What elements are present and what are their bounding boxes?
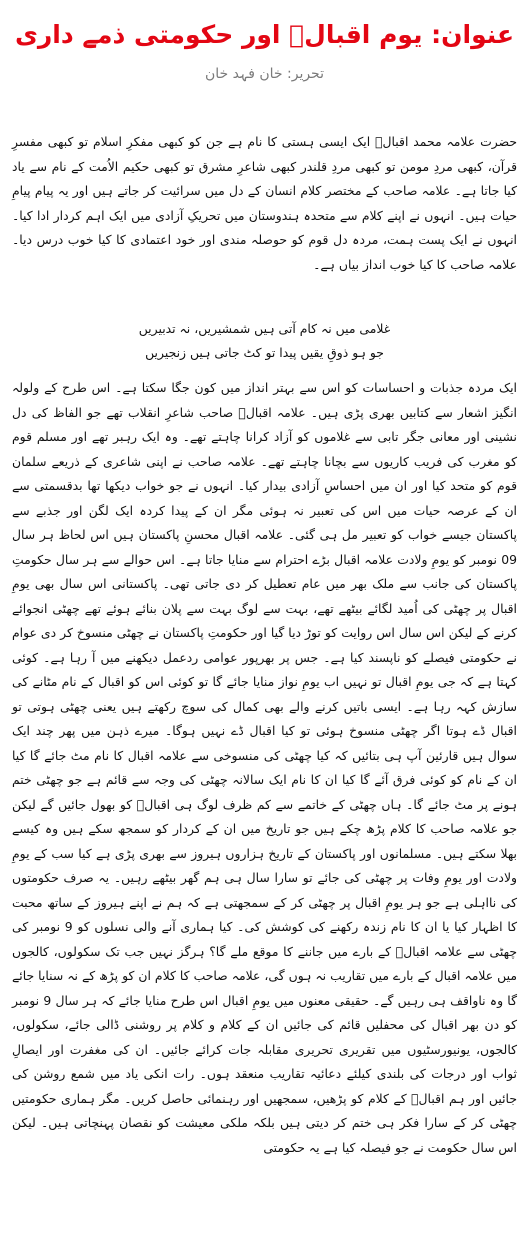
- body-paragraph: [12, 376, 517, 1160]
- body-text: ایک مردہ جذبات و احساسات کو اس سے بہتر انداز میں کون جگا سکتا ہے۔ اس طرح کے ولولہ انگیز اشعار سے کتابیں بھری پڑی ہیں۔ علامہ اقبالؒ صاحب شاعرِ انقلاب تھے جو الفاظ کی دل نشینی اور معانی جگر تابی سے غلاموں کو آزاد کرانا چاہتے تھے۔ وہ ایک رہبر تھے اور مسلم قوم کو مغرب کی فریب کاریوں سے بچانا چاہتے تھے۔ علامہ صاحب نے اپنی شاعری کے ذریعے سلمان قوم کو متحد کیا اور ان میں احساسِ آزادی بیدار کیا۔ انہوں نے جو خواب دیکھا تھا بدقسمتی سے ان کے عرصہ حیات میں اس کی تعبیر نہ ہوئی مگر ان کے پیدا کردہ ایک لگن اور جذبے سے پاکستان جیسے خواب کو تعبیر مل ہی گئی۔ علامہ اقبال محسنِ پاکستان ہیں اس لحاظ ہر سال 09 نومبر کو یومِ ولادت علامہ اقبال بڑے احترام سے منایا جاتا ہے۔ اس حوالے سے ہر سال حکومتِ پاکستان کی جانب سے ملک بھر میں عام تعطیل کر دی جاتی تھی۔ پاکستانی اس سال بھی یومِ اقبال پر چھٹی کی اُمید لگائے بیٹھے تھے، بہت سے لوگ بہت سے پلان بنائے ہوئے تھے چھٹی انجوائے کرنے کے لیکن اس سال اس روایت کو توڑ دیا گیا اور حکومتِ پاکستان نے چھٹی منسوخ کر دی عوام نے حکومتی فیصلے کو ناپسند کیا ہے۔ جس پر بھرپور عوامی ردعمل دیکھنے میں آ رہا ہے۔ کوئی کہتا ہے کہ جی یومِ اقبال تو نہیں اب یومِ نواز منایا جائے گا تو کوئی اس کو اقبال کے نام مٹانے کی سازش کہہ رہا ہے۔ ایسی باتیں کرنے والے بھی کمال کی سوچ رکھتے ہیں یعنی چھٹی ہوتی تو اقبال ڈے ہوتا اگر چھٹی منسوخ ہوئی تو کیا اقبال ڈے نہیں ہوگا۔ میرے ذہن میں پھر چند ایک سوال ہیں قارئین آپ ہی بتائیں کہ کیا چھٹی کی منسوخی سے علامہ اقبال کا نام مٹ جائے گا کیا ان کے نام کو کوئی فرق آئے گا کیا ان کا نام ایک سالانہ چھٹی کی وجہ سے قائم ہے جو چھٹی ختم ہونے پر مٹ جائے گا۔ ہاں چھٹی کے خاتمے سے کم ظرف لوگ ہی اقبالؒ کو بھول جائیں گے لیکن جو علامہ صاحب کا کلام پڑھ چکے ہیں جو تاریخ میں ان کے کردار کو سمجھ سکے ہیں وہ کیسے بھلا سکتے ہیں۔ مسلمانوں اور پاکستان کے تاریخ ہزاروں ہیروز سے بھری پڑی ہے کیا سب کے یومِ ولادت اور یومِ وفات پر چھٹی کی جائے تو سارا سال ہی ہم گھر بیٹھے رہیں۔ یہ صرف حکومتوں کی نااہلی ہے جو ہر یومِ اقبال پر چھٹی کر کے سمجھتی ہے کہ ہم نے اپنے ہیروز کے ساتھ محبت کا اظہار کیا یا ان کا نام زندہ رکھنے کی کوشش کی۔ کیا ہماری آنے والی نسلوں کو 9 نومبر کی چھٹی سے علامہ اقبالؒ کے بارے میں جاننے کا موقع ملے گا؟ ہرگز نہیں جب تک سکولوں، کالجوں میں علامہ اقبال کے بارے میں تقاریب نہ ہوں گی، علامہ صاحب کا کلام ان کو پڑھ کے نہ سنایا جائے گا وہ ناواقف ہی رہیں گے۔ حقیقی معنوں میں یومِ اقبال اس طرح منایا جائے کہ ہر سال 9 نومبر کو دن بھر اقبال کی محفلیں قائم کی جائیں ان کے کلام و کلام پر روشنی ڈالی جائے، سکولوں، کالجوں، یونیورسٹیوں میں تقریری تحریری مقابلہ جات کرائے جائیں۔ ان کی مغفرت اور ایصالِ ثواب اور درجات کی بلندی کیلئے دعائیہ تقاریب منعقد ہوں۔ رات انکی یاد میں شمع روشن کی جائیں اور ہم اقبالؒ کے کلام کو پڑھیں، سمجھیں اور رہنمائی حاصل کریں۔ مگر ہماری حکومتیں چھٹی کر کے سارا فکر ہی ختم کر دیتی ہیں بلکہ ملکی معیشت کو نقصان پہنچاتی ہیں۔ لیکن اس سال حکومت نے جو فیصلہ کیا ہے یہ حکومتی: [12, 380, 517, 1155]
- couplet-line-2: جو ہو ذوقِ یقیں پیدا تو کٹ جاتی ہیں زنجیریں: [145, 345, 384, 360]
- intro-paragraph: [12, 130, 517, 277]
- article-byline: تحریر: خان فہد خان: [205, 66, 324, 82]
- couplet-line-1: غلامی میں نہ کام آتی ہیں شمشیریں، نہ تدبیریں: [138, 321, 391, 336]
- intro-text: حضرت علامہ محمد اقبالؒ ایک ایسی ہستی کا نام ہے جن کو کبھی مفکرِ اسلام تو کبھی مفسرِ قرآن، کبھی مردِ مومن تو کبھی مردِ قلندر کبھی شاعرِ مشرق تو کبھی حکیم الاُمت کے نام سے یاد کیا جاتا ہے۔ علامہ صاحب کے مختصر کلام انسان کے دل میں سرائیت کر جاتے ہیں اور یہ پیام پیامِ حیات ہیں۔ انہوں نے اپنے کلام سے متحدہ ہندوستان میں تحریکِ آزادی میں ایک اہم کردار ادا کیا۔ انہوں نے ایک پست ہمت، مردہ دل قوم کو حوصلہ مندی اور خود اعتمادی کا کیا خوب درس دیا۔ علامہ صاحب کا کیا خوب انداز بیاں ہے۔: [12, 134, 517, 272]
- article-title: عنوان: یوم اقبالؒ اور حکومتی ذمے داری: [14, 20, 515, 49]
